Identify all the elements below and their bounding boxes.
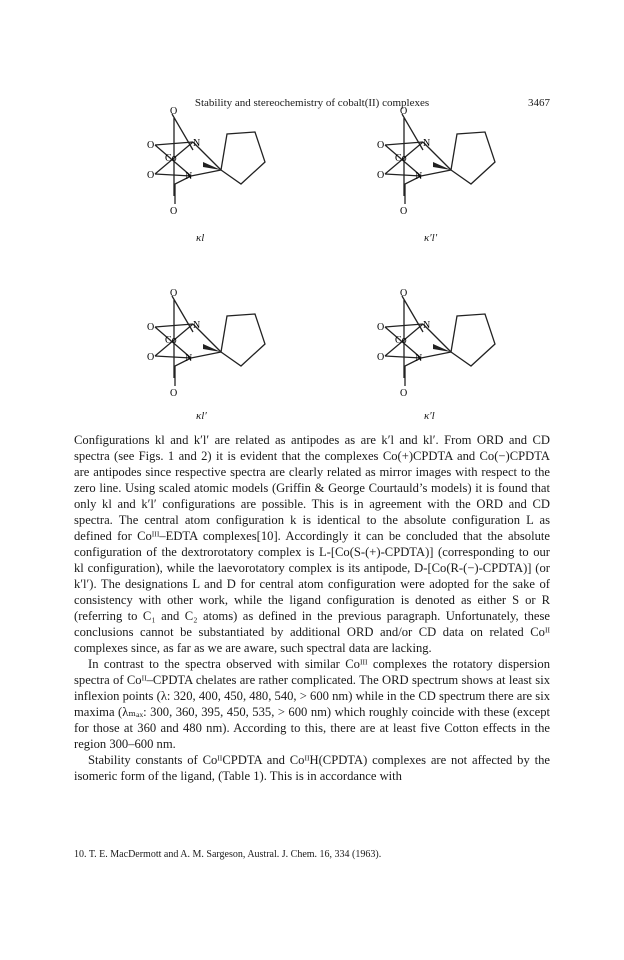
- footnote: 10. T. E. MacDermott and A. M. Sargeson, Austral. J. Chem. 16, 334 (1963).: [74, 849, 382, 860]
- structure-k-prime-l-prime: [377, 106, 495, 217]
- body-text: [74, 432, 550, 784]
- atom-co-label: Co: [395, 335, 407, 346]
- running-title: Stability and stereochemistry of cobalt(II) complexes: [194, 97, 430, 109]
- atom-o-label: O: [400, 206, 408, 217]
- atom-o-label: O: [170, 388, 178, 399]
- atom-o-label: O: [377, 352, 385, 363]
- structure-figures: [0, 0, 624, 430]
- atom-o-label: O: [400, 106, 408, 117]
- atom-o-label: O: [170, 106, 178, 117]
- figure-caption-k-prime-l: κ′l: [424, 410, 435, 422]
- page-number: 3467: [528, 97, 550, 109]
- structure-k-prime-l: [377, 288, 495, 399]
- atom-o-label: O: [147, 170, 155, 181]
- atom-o-label: O: [377, 170, 385, 181]
- paragraph: Configurations kl and k′l′ are related as antipodes as are k′l and kl′. From ORD and CD spectra (see Figs. 1 and 2) it is evident that the complexes Co(+)CPDTA and Co(−)CPDTA are antipodes since respective spectra are clearly related as mirror images with respect to the zero line. Using scaled atomic models (Griffin & George Courtauld’s models) it is found that only kl and k′l′ configurations are possible. This is in agreement with the ORD and CD spectra. The central atom configuration k is identical to the absolute configuration L as defined for Coᴵᴵᴵ–EDTA complexes[10]. Accordingly it can be concluded that the absolute configuration of the dextrorotatory complex is L-[Co(S-(+)-CPDTA)] (corresponding to our kl configuration), while the laevorotatory complex is its antipode, D-[Co(R-(−)-CPDTA)] (or k′l′). The designations L and D for central atom configuration were adopted for the sake of consistency with other work, while the ligand configuration is denoted as either S or R (referring to C₁ and C₂ atoms) as defined in the previous paragraph. Unfortunately, these conclusions cannot be substantiated by additional ORD and/or CD data on related Coᴵᴵ complexes since, as far as we are aware, such spectral data are lacking.: [74, 433, 550, 655]
- atom-n-label: N: [423, 320, 431, 331]
- figure-caption-k-prime-l-prime: κ′l′: [424, 232, 438, 244]
- atom-n-label: N: [423, 138, 431, 149]
- atom-o-label: O: [170, 206, 178, 217]
- atom-o-label: O: [147, 322, 155, 333]
- figure-caption-kl-prime: κl′: [196, 410, 207, 422]
- atom-n-label: N: [415, 353, 423, 364]
- atom-o-label: O: [400, 288, 408, 299]
- atom-n-label: N: [185, 353, 193, 364]
- atom-n-label: N: [193, 138, 201, 149]
- paragraph: Stability constants of CoᴵᴵCPDTA and CoᴵᴵH(CPDTA) complexes are not affected by the isomeric form of the ligand, (Table 1). This is in accordance with: [74, 753, 550, 783]
- figure-caption-kl: κl: [196, 232, 205, 244]
- atom-o-label: O: [400, 388, 408, 399]
- structure-kl: [147, 106, 265, 217]
- atom-o-label: O: [377, 322, 385, 333]
- atom-co-label: Co: [165, 335, 177, 346]
- atom-co-label: Co: [165, 153, 177, 164]
- atom-n-label: N: [193, 320, 201, 331]
- atom-n-label: N: [415, 171, 423, 182]
- atom-o-label: O: [170, 288, 178, 299]
- atom-n-label: N: [185, 171, 193, 182]
- atom-co-label: Co: [395, 153, 407, 164]
- paragraph: In contrast to the spectra observed with similar Coᴵᴵᴵ complexes the rotatory dispersion spectra of Coᴵᴵ–CPDTA chelates are rather complicated. The ORD spectrum shows at least six inflexion points (λ: 320, 400, 450, 480, 540, > 600 nm) while in the CD spectrum there are six maxima (λₘₐₓ: 300, 360, 395, 450, 535, > 600 nm) which roughly coincide with these (except for those at 360 and 480 nm). According to this, there are at least five Cotton effects in the region 300–600 nm.: [74, 657, 550, 751]
- atom-o-label: O: [377, 140, 385, 151]
- structure-kl-prime: [147, 288, 265, 399]
- atom-o-label: O: [147, 352, 155, 363]
- atom-o-label: O: [147, 140, 155, 151]
